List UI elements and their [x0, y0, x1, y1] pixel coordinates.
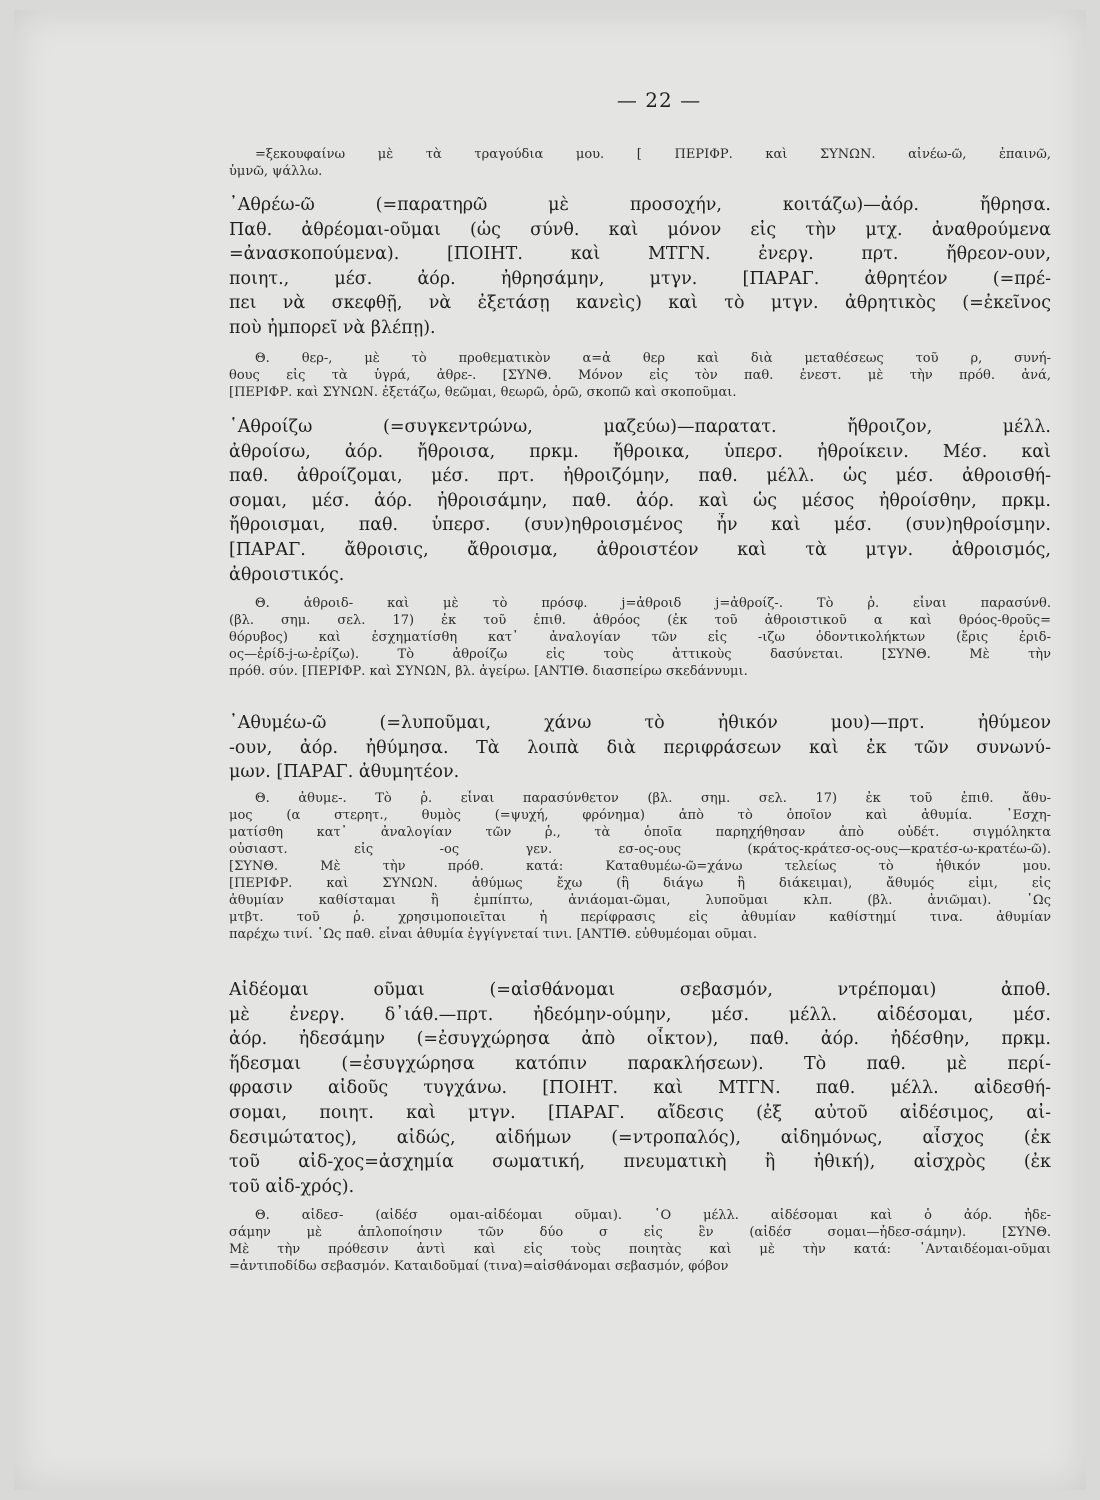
text-line: παρέχω τινί. ῾Ως παθ. εἶναι ἀθυμία ἐγγίγνεταί τινι. [ΑΝΤΙΘ. εὐθυμέομαι οῦμαι. [229, 927, 758, 942]
text-line: μὲ ἐνεργ. δ᾽ιάθ.—πρτ. ἠδεόμην-ούμην, μέσ. μέλλ. αἰδέσομαι, μέσ. [229, 1004, 1051, 1025]
text-line: παθ. ἀθροίζομαι, μέσ. πρτ. ἠθροιζόμην, παθ. μέλλ. ὡς μέσ. ἀθροισθή- [229, 466, 1051, 487]
text-line: μος (α στερητ., θυμὸς (=ψυχή, φρόνημα) ἀπὸ τὸ ὁποῖον καὶ ἀθυμία. ᾽Εσχη- [229, 808, 1051, 823]
text-line: Μὲ τὴν πρόθεσιν ἀντὶ καὶ εἰς τοὺς ποιητὰς καὶ μὲ τὴν κατά: ᾽Ανταιδέομαι-οῦμαι [229, 1242, 1051, 1257]
text-line: ᾽Αθυμέω-ῶ (=λυποῦμαι, χάνω τὸ ἠθικόν μου)—πρτ. ἠθύμεον [229, 713, 1051, 733]
text-line: ἀόρ. ἠδεσάμην (=ἐσυγχώρησα ἀπὸ οἶκτον), παθ. ἀόρ. ἠδέσθην, πρκμ. [229, 1029, 1051, 1050]
text-line: θους εἰς τὰ ὑγρά, ἀθρε-. [ΣΥΝΘ. Μόνον εἰς τὸν παθ. ἐνεστ. μὲ τὴν πρόθ. ἀνά, [229, 368, 1051, 383]
text-line: δεσιμώτατος), αἰδώς, αἰδήμων (=ντροπαλός), αἰδημόνως, αἶσχος (ἐκ [229, 1127, 1051, 1148]
text-block-entry-athroizo [229, 415, 1051, 587]
page-number: — 22 — [616, 88, 702, 112]
text-line: Θ. ἀθροιδ- καὶ μὲ τὸ πρόσφ. j=ἀθροιδ j=ἀθροίζ-. Τὸ ῥ. εἶναι παρασύνθ. [255, 596, 1051, 611]
text-line: [ΣΥΝΘ. Μὲ τὴν πρόθ. κατά: Καταθυμέω-ῶ=χάνω τελείως τὸ ἠθικόν μου. [229, 859, 1051, 874]
text-line: ῾Αθροίζω (=συγκεντρώνω, μαζεύω)—παρατατ. ἤθροιζον, μέλλ. [229, 417, 1051, 437]
text-line: ποὺ ἠμπορεῖ νὰ βλέπῃ). [229, 317, 436, 338]
text-line: ὑμνῶ, ψάλλω. [229, 164, 323, 179]
text-line: ποιητ., μέσ. ἀόρ. ἠθρησάμην, μτγν. [ΠΑΡΑΓ. ἀθρητέον (=πρέ- [229, 268, 1051, 289]
text-line: Θ. ἀθυμε-. Τὸ ῥ. εἶναι παρασύνθετον (βλ. σημ. σελ. 17) ἐκ τοῦ ἐπιθ. ἄθυ- [255, 791, 1051, 806]
text-block-entry-athymeo [229, 711, 1051, 785]
text-line: ᾽Αθρέω-ῶ (=παρατηρῶ μὲ προσοχήν, κοιτάζω)—ἀόρ. ἤθρησα. [229, 195, 1051, 215]
text-block-note-athroizo [229, 595, 1051, 680]
text-line: Αἰδέομαι οῦμαι (=αἰσθάνομαι σεβασμόν, ντρέπομαι) ἀποθ. [229, 980, 1051, 1000]
text-line: θόρυβος) καὶ ἐσχηματίσθη κατ᾽ ἀναλογίαν τῶν εἰς -ιζω ὀδοντικολήκτων (ἔρις ἐριδ- [229, 630, 1051, 645]
text-block-note-athreo [229, 350, 1051, 401]
text-block-note-aideomai [229, 1207, 1051, 1275]
text-line: ματίσθη κατ᾽ ἀναλογίαν τῶν ῥ., τὰ ὁποῖα παρηχήθησαν ἀπὸ οὐδέτ. σιγμόληκτα [229, 825, 1051, 840]
text-line: σομαι, ποιητ. καὶ μτγν. [ΠΑΡΑΓ. αἴδεσις (ἐξ αὐτοῦ αἰδέσιμος, αἰ- [229, 1102, 1051, 1123]
text-line: μων. [ΠΑΡΑΓ. ἀθυμητέον. [229, 762, 460, 783]
text-line: Θ. αἰδεσ- (αἰδέσ ομαι-αἰδέομαι οῦμαι). ῾Ο μέλλ. αἰδέσομαι καὶ ὁ ἀόρ. ἠδε- [255, 1208, 1051, 1223]
text-line: Παθ. ἀθρέομαι-οῦμαι (ὡς σύνθ. καὶ μόνον εἰς τὴν μτχ. ἀναθρούμενα [229, 219, 1051, 240]
document-page [14, 10, 1086, 1490]
text-line: ἤθροισμαι, παθ. ὑπερσ. (συν)ηθροισμένος ἦν καὶ μέσ. (συν)ηθροίσμην. [229, 515, 1051, 536]
text-line: ἀθροίσω, ἀόρ. ἤθροισα, πρκμ. ἤθροικα, ὑπερσ. ἠθροίκειν. Μέσ. καὶ [229, 441, 1051, 462]
text-line: (βλ. σημ. σελ. 17) ἐκ τοῦ ἐπιθ. ἀθρόος (ἐκ τοῦ ἀθροιστικοῦ α καὶ θρόος-θροῦς= [229, 613, 1051, 628]
text-line: ος—ἐρίδ-j-ω-ἐρίζω). Τὸ ἀθροίζω εἰς τοὺς ἀττικοὺς δασύνεται. [ΣΥΝΘ. Μὲ τὴν [229, 647, 1051, 662]
text-line: πει νὰ σκεφθῇ, νὰ ἐξετάσῃ κανεὶς) καὶ τὸ μτγν. ἀθρητικὸς (=ἐκεῖνος [229, 293, 1051, 314]
text-block-entry-athreo [229, 193, 1051, 341]
text-line: ἀθυμίαν καθίσταμαι ἢ ἐμπίπτω, ἀνιάομαι-ῶμαι, λυποῦμαι κλπ. (βλ. ἀνιῶμαι). ῾Ως [229, 893, 1051, 908]
text-line: πρόθ. σύν. [ΠΕΡΙΦΡ. καὶ ΣΥΝΩΝ, βλ. ἀγείρω. [ΑΝΤΙΘ. διασπείρω σκεδάννυμι. [229, 664, 748, 679]
text-line: τοῦ αἰδ-χος=ἀσχημία σωματική, πνευματικὴ ἢ ἠθική), αἰσχρὸς (ἐκ [229, 1152, 1051, 1173]
text-line: σομαι, μέσ. ἀόρ. ἠθροισάμην, παθ. ἀόρ. καὶ ὡς μέσος ἠθροίσθην, πρκμ. [229, 490, 1051, 511]
text-block-note-athymeo [229, 790, 1051, 943]
text-line: [ΠΑΡΑΓ. ἄθροισις, ἄθροισμα, ἀθροιστέον καὶ τὰ μτγν. ἀθροισμός, [229, 539, 1051, 560]
text-line: φρασιν αἰδοῦς τυγχάνω. [ΠΟΙΗΤ. καὶ ΜΤΓΝ. παθ. μέλλ. αἰδεσθή- [229, 1078, 1051, 1099]
text-line: [ΠΕΡΙΦΡ. καὶ ΣΥΝΩΝ. ἀθύμως ἔχω (ἢ διάγω ἢ διάκειμαι), ἄθυμός εἰμι, εἰς [229, 876, 1051, 891]
text-line: Θ. θερ-, μὲ τὸ προθεματικὸν α=ἀ θερ καὶ διὰ μεταθέσεως τοῦ ρ, συνή- [255, 351, 1051, 366]
text-line: σάμην μὲ ἁπλοποίησιν τῶν δύο σ εἰς ἓν (αἰδέσ σομαι—ἠδεσ-σάμην). [ΣΥΝΘ. [229, 1225, 1051, 1240]
text-line: -ουν, ἀόρ. ἠθύμησα. Τὰ λοιπὰ διὰ περιφράσεων καὶ ἐκ τῶν συνωνύ- [229, 737, 1051, 758]
text-block-continuation [229, 146, 1051, 180]
text-line: τοῦ αἰδ-χρός). [229, 1176, 355, 1197]
text-line: =ξεκουφαίνω μὲ τὰ τραγούδια μου. [ ΠΕΡΙΦΡ. καὶ ΣΥΝΩΝ. αἰνέω-ῶ, ἐπαινῶ, [255, 147, 1051, 162]
text-line: [ΠΕΡΙΦΡ. καὶ ΣΥΝΩΝ. ἐξετάζω, θεῶμαι, θεωρῶ, ὁρῶ, σκοπῶ καὶ σκοποῦμαι. [229, 385, 737, 400]
text-line: ἀθροιστικός. [229, 564, 345, 585]
text-line: =ἀνασκοπούμενα). [ΠΟΙΗΤ. καὶ ΜΤΓΝ. ἐνεργ. πρτ. ἤθρεον-ουν, [229, 244, 1051, 265]
text-block-entry-aideomai [229, 978, 1051, 1199]
text-line: =ἀντιποδίδω σεβασμόν. Καταιδοῦμαί (τινα)=αἰσθάνομαι σεβασμόν, φόβον [229, 1259, 729, 1274]
text-line: μτβτ. τοῦ ῥ. χρησιμοποιεῖται ἡ περίφρασις εἰς ἀθυμίαν καθίστημί τινα. ἀθυμίαν [229, 910, 1051, 925]
text-line: ἥδεσμαι (=ἐσυγχώρησα κατόπιν παρακλήσεων). Τὸ παθ. μὲ περί- [229, 1053, 1051, 1074]
text-line: οὐσιαστ. εἰς -ος γεν. εσ-ος-ους (κράτος-κράτεσ-ος-ους—κρατέσ-ω-κρατέω-ῶ). [229, 842, 1051, 857]
